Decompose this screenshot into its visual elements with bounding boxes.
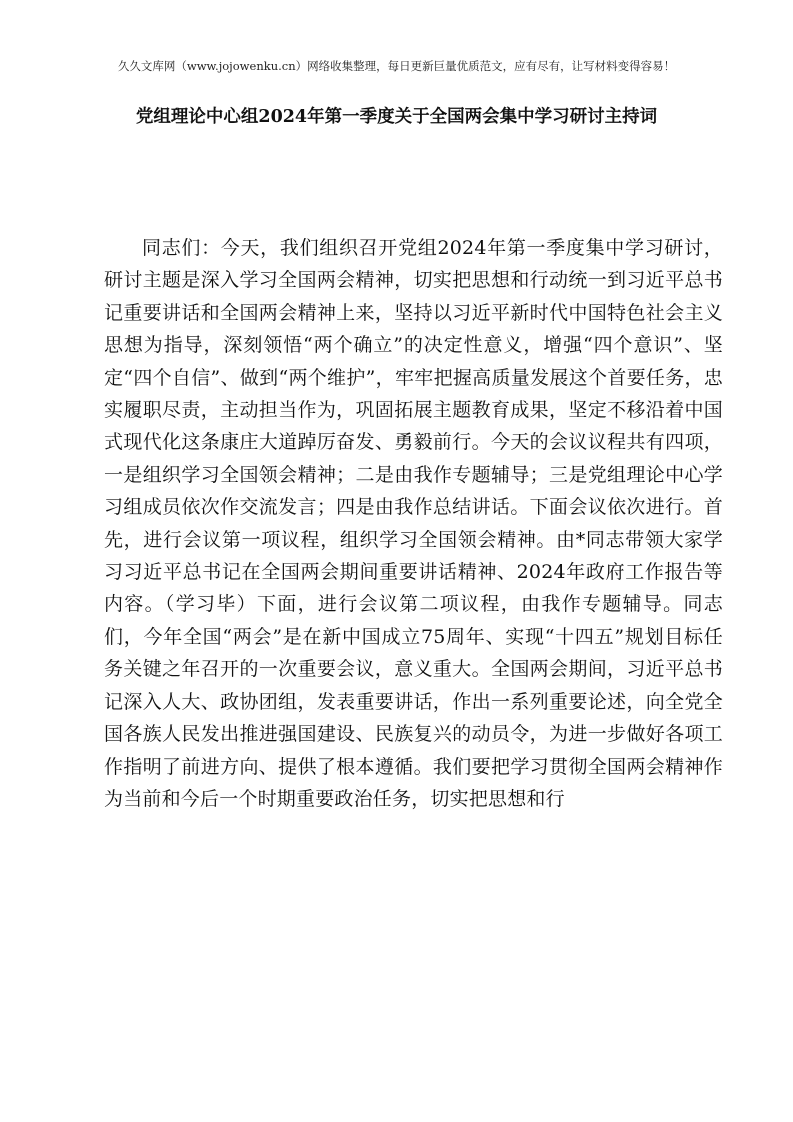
body-paragraph: 同志们：今天，我们组织召开党组2024年第一季度集中学习研讨，研讨主题是深入学习全国两会精神，切实把思想和行动统一到习近平总书记重要讲话和全国两会精神上来，坚持以习近平新时代中国特色社会主义思想为指导，深刻领悟“两个确立”的决定性意义，增强“四个意识”、坚定“四个自信”、做到“两个维护”，牢牢把握高质量发展这个首要任务，忠实履职尽责，主动担当作为，巩固拓展主题教育成果，坚定不移沿着中国式现代化这条康庄大道踔厉奋发、勇毅前行。今天的会议议程共有四项，一是组织学习全国领会精神；二是由我作专题辅导；三是党组理论中心学习组成员依次作交流发言；四是由我作总结讲话。下面会议依次进行。首先，进行会议第一项议程，组织学习全国领会精神。由*同志带领大家学习习近平总书记在全国两会期间重要讲话精神、2024年政府工作报告等内容。（学习毕）下面，进行会议第二项议程，由我作专题辅导。同志们，今年全国“两会”是在新中国成立75周年、实现“十四五”规划目标任务关键之年召开的一次重要会议，意义重大。全国两会期间，习近平总书记深入人大、政协团组，发表重要讲话，作出一系列重要论述，向全党全国各族人民发出推进强国建设、民族复兴的动员令，为进一步做好各项工作指明了前进方向、提供了根本遵循。我们要把学习贯彻全国两会精神作为当前和今后一个时期重要政治任务，切实把思想和行 <box>104 237 723 810</box>
document-title: 党组理论中心组2024年第一季度关于全国两会集中学习研讨主持词 <box>135 107 658 127</box>
header-note: 久久文库网（www.jojowenku.cn）网络收集整理，每日更新巨量优质范文，应有尽有，让写材料变得容易！ <box>117 59 676 73</box>
